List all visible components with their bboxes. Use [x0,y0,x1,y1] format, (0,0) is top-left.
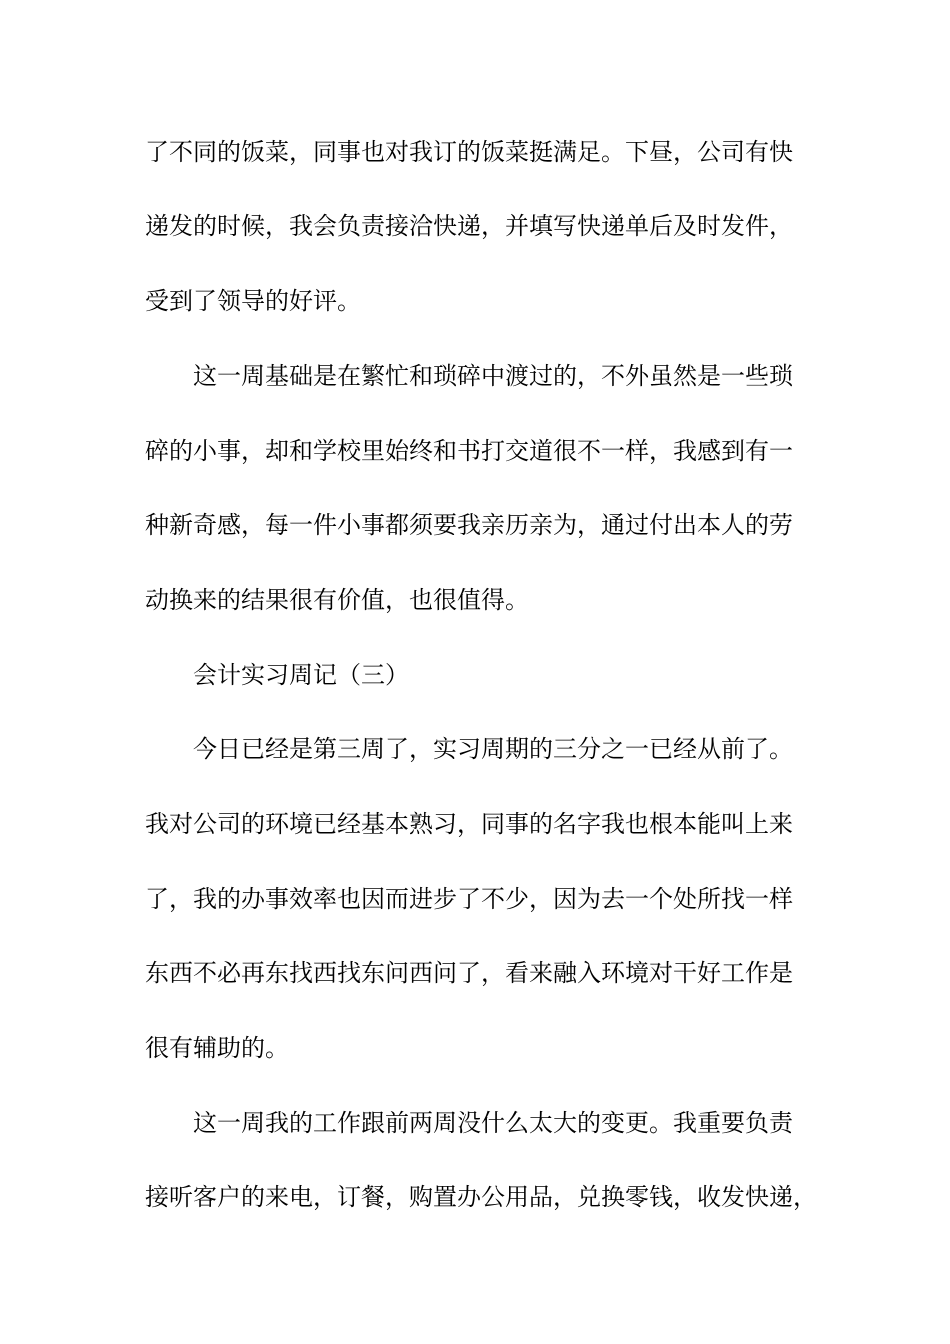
paragraph-first-line: 这一周基础是在繁忙和琐碎中渡过的，不外虽然是一些琐 [193,362,793,390]
section-heading: 会计实习周记（三） [193,661,409,689]
text-line: 很有辅助的。 [145,1034,289,1062]
text-line: 接听客户的来电，订餐，购置办公用品，兑换零钱，收发快递， [145,1183,817,1211]
text-line: 了不同的饭菜，同事也对我订的饭菜挺满足。下昼，公司有快 [145,138,793,166]
paragraph-first-line: 今日已经是第三周了，实习周期的三分之一已经从前了。 [193,735,793,763]
text-line: 受到了领导的好评。 [145,287,361,315]
text-line: 碎的小事，却和学校里始终和书打交道很不一样，我感到有一 [145,437,793,465]
text-line: 递发的时候，我会负责接洽快递，并填写快递单后及时发件， [145,212,793,240]
text-line: 动换来的结果很有价值，也很值得。 [145,586,529,614]
text-line: 了，我的办事效率也因而进步了不少，因为去一个处所找一样 [145,885,793,913]
text-line: 种新奇感，每一件小事都须要我亲历亲为，通过付出本人的劳 [145,511,793,539]
text-line: 东西不必再东找西找东问西问了，看来融入环境对干好工作是 [145,959,793,987]
text-line: 我对公司的环境已经基本熟习，同事的名字我也根本能叫上来 [145,810,793,838]
paragraph-first-line: 这一周我的工作跟前两周没什么太大的变更。我重要负责 [193,1109,793,1137]
